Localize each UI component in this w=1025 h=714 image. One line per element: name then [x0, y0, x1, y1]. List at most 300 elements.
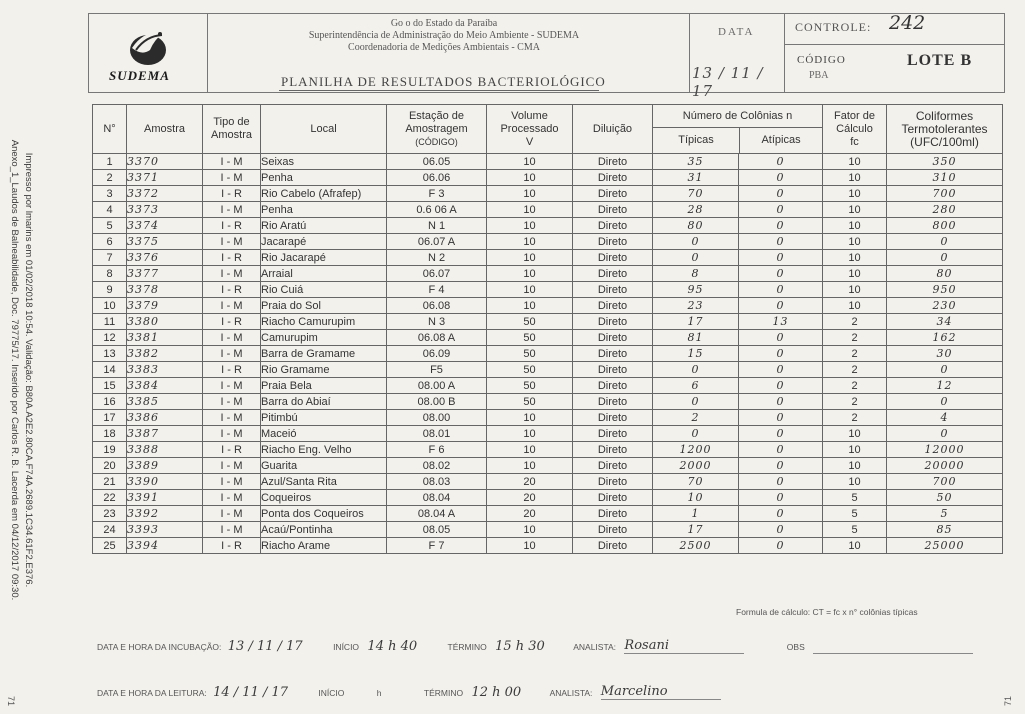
volume-cell: 50: [487, 346, 573, 362]
volume-cell: 10: [487, 442, 573, 458]
sample-id-cell: 3380: [127, 314, 203, 330]
station-code-cell: F 6: [387, 442, 487, 458]
location-cell: Jacarapé: [261, 234, 387, 250]
sample-type-cell: I - M: [203, 506, 261, 522]
sample-id-cell: 3375: [127, 234, 203, 250]
row-number-cell: 16: [93, 394, 127, 410]
side-validation-note: [6, 90, 36, 650]
dilution-cell: Direto: [573, 250, 653, 266]
station-code-cell: F5: [387, 362, 487, 378]
sample-type-cell: I - R: [203, 250, 261, 266]
coliform-count-cell: 5: [887, 506, 1003, 522]
volume-cell: 10: [487, 186, 573, 202]
sudema-bird-logo-icon: [124, 26, 172, 68]
col-header-tipo: Tipo de Amostra: [203, 105, 261, 154]
row-number-cell: 2: [93, 170, 127, 186]
analyst-2-label: ANALISTA:: [549, 688, 593, 698]
sample-id-cell: 3392: [127, 506, 203, 522]
atypical-colonies-cell: 0: [739, 458, 823, 474]
typical-colonies-cell: 35: [653, 154, 739, 170]
results-table: [92, 104, 1003, 554]
location-cell: Seixas: [261, 154, 387, 170]
dilution-cell: Direto: [573, 346, 653, 362]
incubation-row: [97, 638, 973, 654]
row-number-cell: 18: [93, 426, 127, 442]
dilution-cell: Direto: [573, 154, 653, 170]
typical-colonies-cell: 2000: [653, 458, 739, 474]
volume-cell: 10: [487, 218, 573, 234]
dilution-cell: Direto: [573, 282, 653, 298]
coliform-count-cell: 350: [887, 154, 1003, 170]
col-header-coliformes: [887, 105, 1003, 154]
dilution-cell: Direto: [573, 186, 653, 202]
location-cell: Rio Jacarapé: [261, 250, 387, 266]
table-row: [93, 426, 1003, 442]
code-value: PBA: [809, 70, 829, 81]
calc-factor-cell: 2: [823, 410, 887, 426]
estacao-label: Estação de Amostragem: [405, 109, 468, 135]
location-cell: Maceió: [261, 426, 387, 442]
atypical-colonies-cell: 0: [739, 218, 823, 234]
calc-factor-cell: 5: [823, 506, 887, 522]
dilution-cell: Direto: [573, 298, 653, 314]
calc-factor-cell: 2: [823, 314, 887, 330]
typical-colonies-cell: 1: [653, 506, 739, 522]
analyst-2-signature: Marcelino: [601, 684, 721, 700]
volume-cell: 50: [487, 362, 573, 378]
dilution-cell: Direto: [573, 442, 653, 458]
coliform-count-cell: 20000: [887, 458, 1003, 474]
row-number-cell: 3: [93, 186, 127, 202]
table-row: [93, 250, 1003, 266]
atypical-colonies-cell: 0: [739, 250, 823, 266]
fator-sub-label: fc: [850, 135, 859, 148]
sample-id-cell: 3382: [127, 346, 203, 362]
coliform-count-cell: 0: [887, 426, 1003, 442]
typical-colonies-cell: 2: [653, 410, 739, 426]
volume-cell: 10: [487, 282, 573, 298]
location-cell: Rio Gramame: [261, 362, 387, 378]
row-number-cell: 9: [93, 282, 127, 298]
coliform-count-cell: 12000: [887, 442, 1003, 458]
sample-type-cell: I - M: [203, 154, 261, 170]
sample-type-cell: I - M: [203, 394, 261, 410]
incubation-end-label: TÉRMINO: [447, 642, 487, 652]
col-header-amostra: Amostra: [127, 105, 203, 154]
sample-type-cell: I - M: [203, 330, 261, 346]
location-cell: Azul/Santa Rita: [261, 474, 387, 490]
location-cell: Pitimbú: [261, 410, 387, 426]
typical-colonies-cell: 23: [653, 298, 739, 314]
location-cell: Riacho Camurupim: [261, 314, 387, 330]
calc-factor-cell: 10: [823, 202, 887, 218]
row-number-cell: 10: [93, 298, 127, 314]
incubation-label: DATA E HORA DA INCUBAÇÃO:: [97, 642, 222, 652]
coliform-count-cell: 800: [887, 218, 1003, 234]
sample-type-cell: I - M: [203, 474, 261, 490]
row-number-cell: 4: [93, 202, 127, 218]
typical-colonies-cell: 1200: [653, 442, 739, 458]
volume-cell: 10: [487, 154, 573, 170]
volume-cell: 50: [487, 378, 573, 394]
dilution-cell: Direto: [573, 426, 653, 442]
calc-factor-cell: 2: [823, 394, 887, 410]
location-cell: Barra do Abiaí: [261, 394, 387, 410]
station-code-cell: F 4: [387, 282, 487, 298]
coliform-count-cell: 85: [887, 522, 1003, 538]
station-code-cell: 08.00 B: [387, 394, 487, 410]
dilution-cell: Direto: [573, 474, 653, 490]
atypical-colonies-cell: 0: [739, 442, 823, 458]
station-code-cell: F 7: [387, 538, 487, 554]
location-cell: Barra de Gramame: [261, 346, 387, 362]
volume-cell: 10: [487, 522, 573, 538]
incubation-start-value: 14 h 40: [367, 639, 418, 654]
atypical-colonies-cell: 0: [739, 474, 823, 490]
volume-cell: 10: [487, 250, 573, 266]
table-row: [93, 394, 1003, 410]
sample-type-cell: I - R: [203, 362, 261, 378]
sample-type-cell: I - M: [203, 426, 261, 442]
calc-factor-cell: 10: [823, 538, 887, 554]
control-divider: [785, 44, 1005, 45]
row-number-cell: 17: [93, 410, 127, 426]
reading-end-label: TÉRMINO: [423, 688, 464, 698]
col-header-colonias: [653, 105, 823, 154]
row-number-cell: 20: [93, 458, 127, 474]
atypical-colonies-cell: 0: [739, 346, 823, 362]
atypical-colonies-cell: 0: [739, 394, 823, 410]
dilution-cell: Direto: [573, 362, 653, 378]
typical-colonies-cell: 0: [653, 234, 739, 250]
atypical-colonies-cell: 0: [739, 426, 823, 442]
dilution-cell: Direto: [573, 218, 653, 234]
atypical-colonies-cell: 0: [739, 362, 823, 378]
sample-type-cell: I - M: [203, 490, 261, 506]
typical-colonies-cell: 70: [653, 186, 739, 202]
coliformes-sub-label: (UFC/100ml): [910, 134, 979, 149]
sample-type-cell: I - M: [203, 266, 261, 282]
page-number-right: 71: [1002, 695, 1013, 707]
volume-cell: 10: [487, 234, 573, 250]
table-row: [93, 282, 1003, 298]
obs-line: [813, 643, 973, 654]
incubation-date: 13 / 11 / 17: [227, 639, 303, 654]
reading-start-label: INÍCIO: [318, 688, 345, 698]
coliform-count-cell: 34: [887, 314, 1003, 330]
calc-factor-cell: 5: [823, 522, 887, 538]
table-row: [93, 522, 1003, 538]
date-value: 13 / 11 / 17: [692, 64, 764, 100]
typical-colonies-cell: 17: [653, 522, 739, 538]
coliform-count-cell: 280: [887, 202, 1003, 218]
typical-colonies-cell: 10: [653, 490, 739, 506]
table-row: [93, 314, 1003, 330]
typical-colonies-cell: 8: [653, 266, 739, 282]
sample-id-cell: 3391: [127, 490, 203, 506]
dilution-cell: Direto: [573, 330, 653, 346]
sample-type-cell: I - M: [203, 346, 261, 362]
volume-cell: 20: [487, 474, 573, 490]
volume-cell: 50: [487, 330, 573, 346]
volume-cell: 10: [487, 458, 573, 474]
sample-id-cell: 3379: [127, 298, 203, 314]
table-row: [93, 346, 1003, 362]
reading-row: [97, 684, 721, 700]
col-header-n: N°: [93, 105, 127, 154]
atypical-colonies-cell: 0: [739, 330, 823, 346]
sample-id-cell: 3385: [127, 394, 203, 410]
table-row: [93, 410, 1003, 426]
colonias-label: Número de Colônias n: [653, 105, 822, 128]
table-row: [93, 330, 1003, 346]
station-code-cell: 06.08: [387, 298, 487, 314]
calc-factor-cell: 10: [823, 186, 887, 202]
side-note-line-2: Impresso por lmarins em 01/02/2018 10:54. Validação: B80A.A2E2.80CA.F74A.2689.1C34.61F2.E376.: [23, 152, 34, 588]
table-row: [93, 202, 1003, 218]
typical-colonies-cell: 2500: [653, 538, 739, 554]
row-number-cell: 11: [93, 314, 127, 330]
station-code-cell: 08.00: [387, 410, 487, 426]
coliform-count-cell: 700: [887, 186, 1003, 202]
sample-type-cell: I - M: [203, 298, 261, 314]
atypical-colonies-cell: 0: [739, 538, 823, 554]
calc-factor-cell: 10: [823, 474, 887, 490]
reading-date: 14 / 11 / 17: [213, 685, 289, 700]
table-row: [93, 154, 1003, 170]
table-row: [93, 490, 1003, 506]
atypical-colonies-cell: 0: [739, 282, 823, 298]
dilution-cell: Direto: [573, 522, 653, 538]
location-cell: Arraial: [261, 266, 387, 282]
sheet-title: PLANILHA DE RESULTADOS BACTERIOLÓGICO: [281, 74, 606, 89]
row-number-cell: 6: [93, 234, 127, 250]
location-cell: Rio Cabelo (Afrafep): [261, 186, 387, 202]
org-line-2: Superintendência de Administração do Meio Ambiente - SUDEMA: [308, 30, 580, 41]
calc-factor-cell: 10: [823, 170, 887, 186]
table-row: [93, 234, 1003, 250]
station-code-cell: N 1: [387, 218, 487, 234]
table-row: [93, 298, 1003, 314]
atypical-colonies-cell: 0: [739, 410, 823, 426]
table-row: [93, 218, 1003, 234]
volume-cell: 20: [487, 490, 573, 506]
volume-cell: 10: [487, 426, 573, 442]
dilution-cell: Direto: [573, 314, 653, 330]
sample-type-cell: I - R: [203, 314, 261, 330]
station-code-cell: 06.06: [387, 170, 487, 186]
table-row: [93, 474, 1003, 490]
typical-colonies-cell: 17: [653, 314, 739, 330]
logo-text: SUDEMA: [109, 68, 170, 83]
calc-factor-cell: 10: [823, 282, 887, 298]
calc-factor-cell: 10: [823, 442, 887, 458]
calc-factor-cell: 2: [823, 362, 887, 378]
station-code-cell: 06.08 A: [387, 330, 487, 346]
typical-colonies-cell: 0: [653, 394, 739, 410]
atypical-colonies-cell: 0: [739, 506, 823, 522]
sample-id-cell: 3371: [127, 170, 203, 186]
logo-box: [89, 14, 208, 92]
atypical-colonies-cell: 0: [739, 234, 823, 250]
row-number-cell: 5: [93, 218, 127, 234]
typical-colonies-cell: 0: [653, 362, 739, 378]
location-cell: Guarita: [261, 458, 387, 474]
volume-label: Volume Processado: [500, 109, 559, 135]
location-cell: Acaú/Pontinha: [261, 522, 387, 538]
reading-label: DATA E HORA DA LEITURA:: [97, 688, 207, 698]
sample-type-cell: I - M: [203, 410, 261, 426]
document-header: [88, 12, 1005, 100]
station-code-cell: 08.02: [387, 458, 487, 474]
calc-factor-cell: 10: [823, 218, 887, 234]
dilution-cell: Direto: [573, 202, 653, 218]
typical-colonies-cell: 28: [653, 202, 739, 218]
table-row: [93, 442, 1003, 458]
row-number-cell: 8: [93, 266, 127, 282]
org-line-3: Coordenadoria de Medições Ambientais - CMA: [348, 42, 540, 53]
sample-id-cell: 3377: [127, 266, 203, 282]
row-number-cell: 19: [93, 442, 127, 458]
lot-label: LOTE B: [907, 52, 973, 69]
typical-colonies-cell: 81: [653, 330, 739, 346]
sample-type-cell: I - M: [203, 170, 261, 186]
atypical-colonies-cell: 13: [739, 314, 823, 330]
calc-factor-cell: 2: [823, 378, 887, 394]
dilution-cell: Direto: [573, 506, 653, 522]
col-header-diluicao: Diluição: [573, 105, 653, 154]
control-label: CONTROLE:: [795, 20, 872, 34]
org-line-1: Go o do Estado da Paraíba: [390, 18, 498, 29]
sample-id-cell: 3370: [127, 154, 203, 170]
calc-factor-cell: 10: [823, 234, 887, 250]
location-cell: Praia Bela: [261, 378, 387, 394]
table-row: [93, 362, 1003, 378]
code-label: CÓDIGO: [797, 54, 846, 66]
volume-cell: 50: [487, 314, 573, 330]
station-code-cell: 08.00 A: [387, 378, 487, 394]
coliform-count-cell: 0: [887, 234, 1003, 250]
row-number-cell: 23: [93, 506, 127, 522]
location-cell: Rio Aratú: [261, 218, 387, 234]
coliform-count-cell: 0: [887, 362, 1003, 378]
station-code-cell: 08.04 A: [387, 506, 487, 522]
row-number-cell: 22: [93, 490, 127, 506]
coliform-count-cell: 50: [887, 490, 1003, 506]
incubation-end-value: 15 h 30: [495, 639, 545, 654]
fator-label: Fator de Cálculo: [834, 109, 875, 135]
atypical-colonies-cell: 0: [739, 490, 823, 506]
control-value: 242: [889, 12, 926, 34]
dilution-cell: Direto: [573, 266, 653, 282]
typical-colonies-cell: 70: [653, 474, 739, 490]
coliform-count-cell: 25000: [887, 538, 1003, 554]
atypical-colonies-cell: 0: [739, 170, 823, 186]
station-code-cell: 08.01: [387, 426, 487, 442]
coliform-count-cell: 700: [887, 474, 1003, 490]
col-header-estacao: [387, 105, 487, 154]
row-number-cell: 12: [93, 330, 127, 346]
coliform-count-cell: 80: [887, 266, 1003, 282]
sample-id-cell: 3386: [127, 410, 203, 426]
sample-id-cell: 3373: [127, 202, 203, 218]
calc-factor-cell: 2: [823, 346, 887, 362]
volume-cell: 10: [487, 298, 573, 314]
coliform-count-cell: 0: [887, 250, 1003, 266]
atypical-colonies-cell: 0: [739, 266, 823, 282]
calc-factor-cell: 5: [823, 490, 887, 506]
sample-type-cell: I - R: [203, 282, 261, 298]
station-code-cell: N 3: [387, 314, 487, 330]
row-number-cell: 15: [93, 378, 127, 394]
dilution-cell: Direto: [573, 538, 653, 554]
station-code-cell: F 3: [387, 186, 487, 202]
table-row: [93, 538, 1003, 554]
atypical-colonies-cell: 0: [739, 522, 823, 538]
sample-type-cell: I - R: [203, 218, 261, 234]
coliform-count-cell: 162: [887, 330, 1003, 346]
calc-factor-cell: 10: [823, 458, 887, 474]
organization-block: [209, 18, 679, 54]
analyst-1-label: ANALISTA:: [573, 642, 617, 652]
table-row: [93, 170, 1003, 186]
volume-cell: 10: [487, 266, 573, 282]
row-number-cell: 25: [93, 538, 127, 554]
date-label: DATA: [718, 26, 755, 38]
location-cell: Ponta dos Coqueiros: [261, 506, 387, 522]
station-code-cell: 06.09: [387, 346, 487, 362]
reading-end-value: 12 h 00: [471, 685, 522, 700]
col-header-local: Local: [261, 105, 387, 154]
dilution-cell: Direto: [573, 410, 653, 426]
coliform-count-cell: 4: [887, 410, 1003, 426]
sample-type-cell: I - M: [203, 458, 261, 474]
atypical-colonies-cell: 0: [739, 298, 823, 314]
calc-factor-cell: 10: [823, 426, 887, 442]
typical-colonies-cell: 0: [653, 426, 739, 442]
station-code-cell: 0.6 06 A: [387, 202, 487, 218]
row-number-cell: 14: [93, 362, 127, 378]
volume-cell: 10: [487, 538, 573, 554]
atipicas-label: Atípicas: [761, 134, 801, 146]
station-code-cell: 08.04: [387, 490, 487, 506]
coliform-count-cell: 310: [887, 170, 1003, 186]
dilution-cell: Direto: [573, 234, 653, 250]
calc-factor-cell: 10: [823, 154, 887, 170]
row-number-cell: 21: [93, 474, 127, 490]
sample-id-cell: 3383: [127, 362, 203, 378]
atypical-colonies-cell: 0: [739, 154, 823, 170]
control-box: [784, 14, 1005, 92]
volume-cell: 10: [487, 202, 573, 218]
sample-id-cell: 3378: [127, 282, 203, 298]
sample-type-cell: I - R: [203, 442, 261, 458]
calc-factor-cell: 10: [823, 250, 887, 266]
location-cell: Penha: [261, 170, 387, 186]
typical-colonies-cell: 80: [653, 218, 739, 234]
station-code-cell: 06.07 A: [387, 234, 487, 250]
sample-id-cell: 3381: [127, 330, 203, 346]
sample-id-cell: 3374: [127, 218, 203, 234]
coliform-count-cell: 230: [887, 298, 1003, 314]
coliformes-label: Coliformes Termotolerantes: [901, 108, 988, 136]
table-row: [93, 186, 1003, 202]
dilution-cell: Direto: [573, 394, 653, 410]
location-cell: Camurupim: [261, 330, 387, 346]
obs-label: OBS: [786, 642, 805, 652]
sample-id-cell: 3384: [127, 378, 203, 394]
sample-type-cell: I - R: [203, 186, 261, 202]
